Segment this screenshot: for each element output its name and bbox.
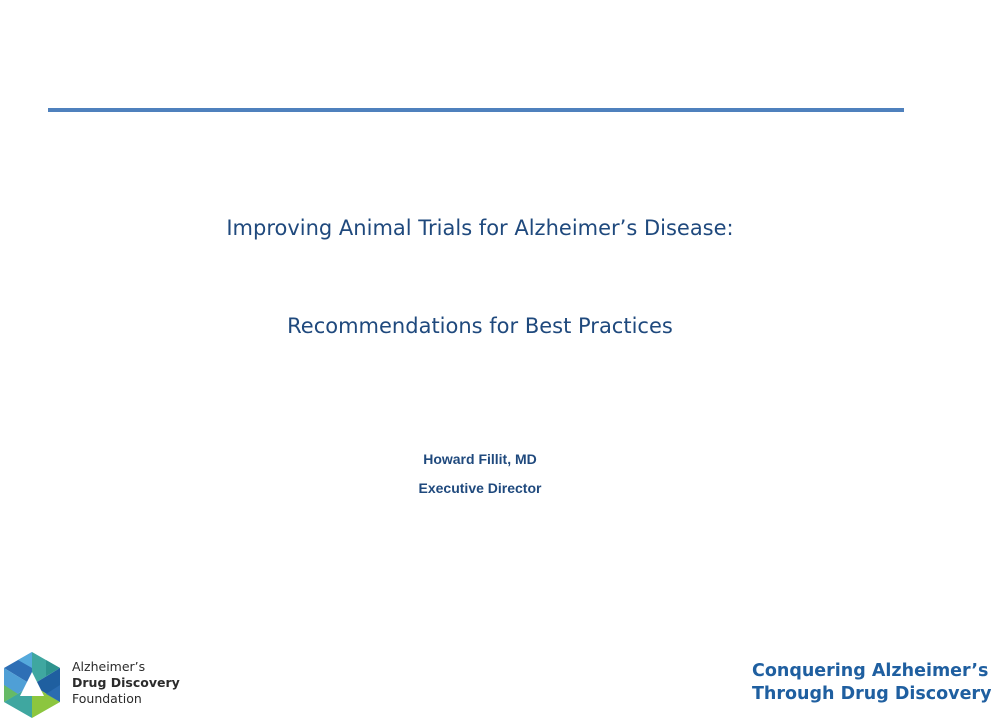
title-divider-rule — [48, 108, 904, 112]
slide-title-line-2: Recommendations for Best Practices — [287, 314, 673, 338]
logo-text-line-2: Drug Discovery — [72, 675, 180, 690]
presenter-title: Executive Director — [418, 480, 542, 496]
logo-text-line-1: Alzheimer’s — [72, 659, 146, 674]
logo-text-line-3: Foundation — [72, 691, 142, 706]
tagline-line-2: Through Drug Discovery — [752, 684, 991, 704]
tagline — [752, 660, 991, 706]
slide-title-line-1: Improving Animal Trials for Alzheimer’s Disease: — [226, 216, 734, 240]
logo-wordmark — [72, 659, 180, 707]
presenter-name: Howard Fillit, MD — [423, 451, 537, 467]
hexagon-triangle-logo-icon — [0, 650, 64, 720]
tagline-line-1: Conquering Alzheimer’s — [752, 661, 989, 681]
organization-logo — [0, 650, 190, 720]
